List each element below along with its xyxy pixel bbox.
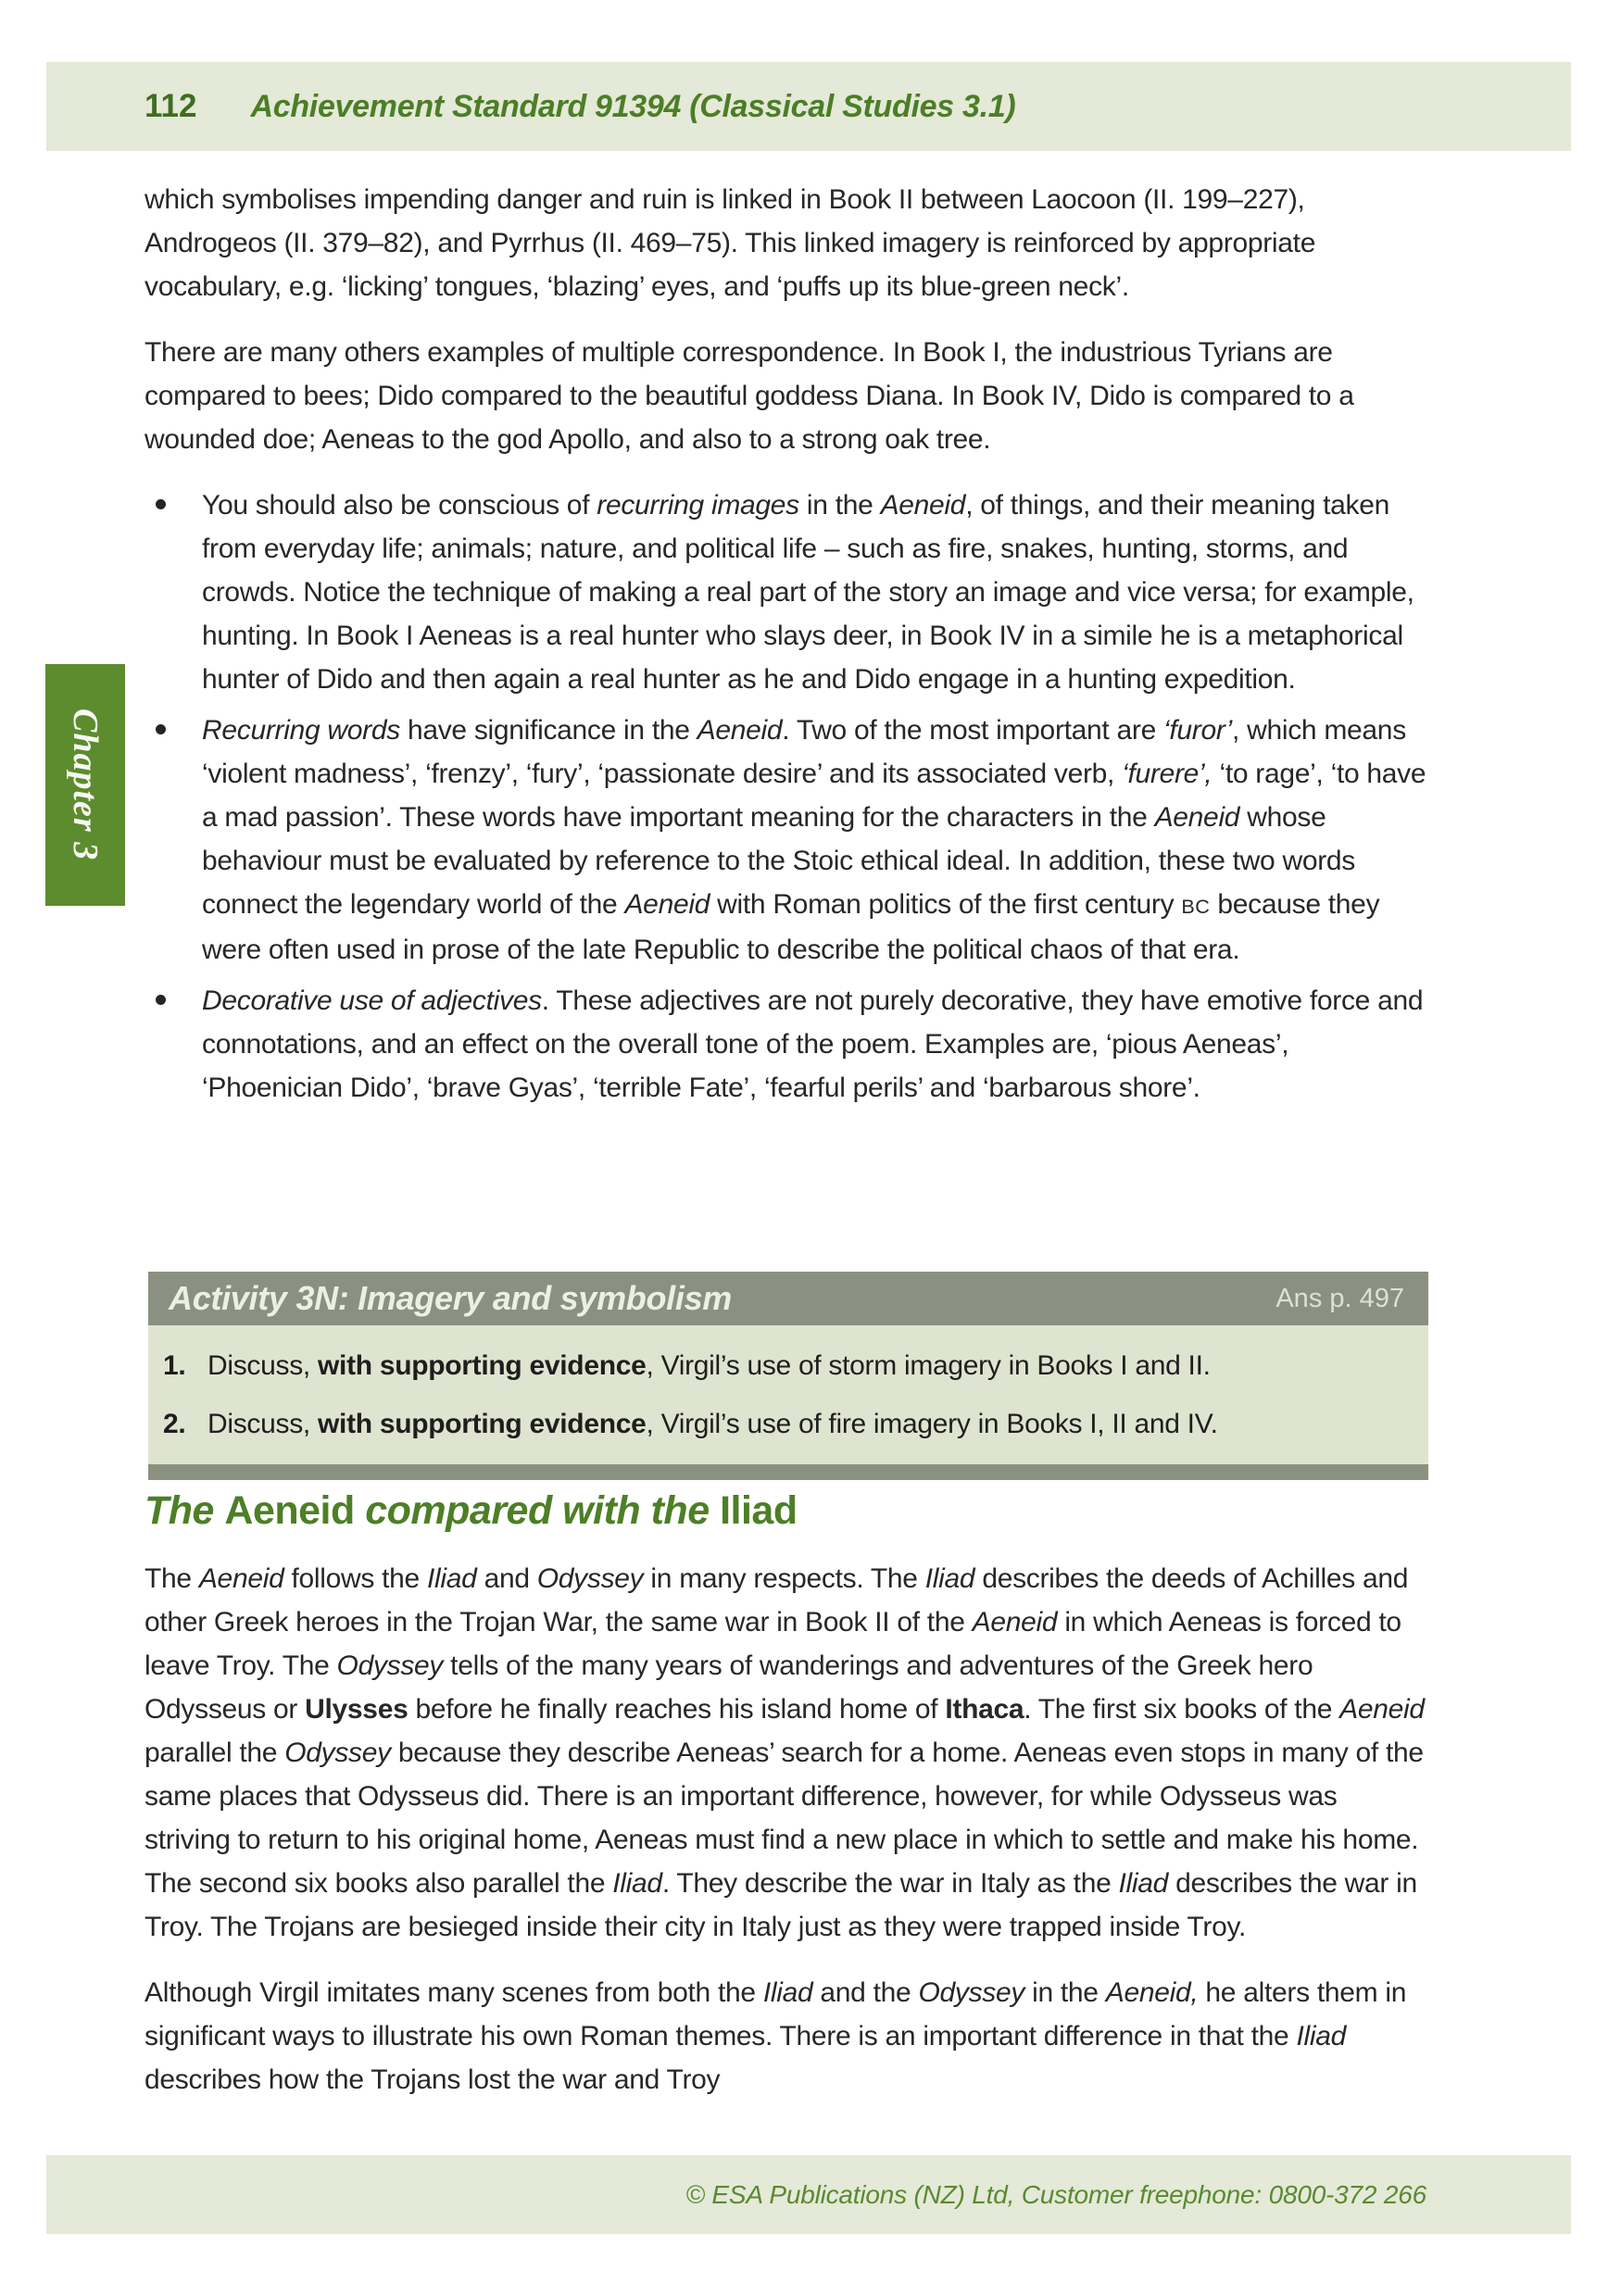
bullet-text: Decorative use of adjectives. These adjectives are not purely decorative, they have emotive force and connotations, and an effect on the overall tone of the poem. Examples are, ‘pious Aeneas’, ‘Phoenician Dido’, ‘brave Gyas’, ‘terrible Fate’, ‘fearful perils’ and ‘barbarous shore’. — [202, 985, 1424, 1103]
activity-item-text: Discuss, with supporting evidence, Virgil’s use of storm imagery in Books I and II. — [207, 1350, 1211, 1381]
paragraph: There are many others examples of multiple correspondence. In Book I, the industrious Tyrians are compared to bees; Dido compared to the beautiful goddess Diana. In Book IV, Dido is compared to a wounded doe; Aeneas to the god Apollo, and also to a strong oak tree. — [145, 337, 1354, 455]
running-header-title: Achievement Standard 91394 (Classical Studies 3.1) — [250, 88, 1016, 124]
activity-item-number: 2. — [163, 1409, 186, 1439]
bullet-text: Recurring words have significance in the Aeneid. Two of the most important are ‘furor’, which means ‘violent madness’, ‘frenzy’, ‘fury’, ‘passionate desire’ and its associated verb, ‘furere’, ‘to rage’, ‘to have a mad passion’. These words have important meaning for the characters in the Aeneid whose behaviour must be evaluated by reference to the Stoic ethical ideal. In addition, these two words connect the legendary world of the Aeneid with Roman politics of the first century BC because they were often used in prose of the late Republic to describe the political chaos of that era. — [202, 715, 1426, 965]
page-header-band — [46, 62, 1571, 151]
bullet-dot-icon — [156, 724, 166, 734]
chapter-tab — [45, 664, 125, 906]
activity-answer-reference: Ans p. 497 — [1275, 1283, 1404, 1313]
paragraph: which symbolises impending danger and ruin is linked in Book II between Laocoon (II. 199–227), Androgeos (II. 379–82), and Pyrrhus (II. 469–75). This linked imagery is reinforced by appropriate vocabulary, e.g. ‘licking’ tongues, ‘blazing’ eyes, and ‘puffs up its blue-green neck’. — [145, 184, 1316, 302]
bullet-list — [145, 483, 1426, 1110]
list-item — [145, 979, 1426, 1110]
activity-item — [163, 1402, 1406, 1446]
activity-body — [148, 1325, 1428, 1464]
activity-item-text: Discuss, with supporting evidence, Virgil’s use of fire imagery in Books I, II and IV. — [207, 1409, 1218, 1439]
activity-item — [163, 1344, 1406, 1387]
comparison-section — [145, 1489, 1426, 2124]
paragraph: The Aeneid follows the Iliad and Odyssey in many respects. The Iliad describes the deeds of Achilles and other Greek heroes in the Trojan War, the same war in Book II of the Aeneid in which Aeneas is forced to leave Troy. The Odyssey tells of the many years of wanderings and adventures of the Greek hero Odysseus or Ulysses before he finally reaches his island home of Ithaca. The first six books of the Aeneid parallel the Odyssey because they describe Aeneas’ search for a home. Aeneas even stops in many of the same places that Odysseus did. There is an important difference, however, for while Odysseus was striving to return to his original home, Aeneas must find a new place in which to settle and make his home. The second six books also parallel the Iliad. They describe the war in Italy as the Iliad describes the war in Troy. The Trojans are besieged inside their city in Italy just as they were trapped inside Troy. — [145, 1563, 1425, 1943]
list-item — [145, 709, 1426, 972]
copyright-text: © ESA Publications (NZ) Ltd, Customer freephone: 0800-372 266 — [685, 2179, 1426, 2209]
section-heading: The Aeneid compared with the Iliad — [145, 1488, 798, 1533]
bullet-dot-icon — [156, 499, 166, 509]
activity-bottom-strip — [148, 1464, 1428, 1480]
page-number: 112 — [145, 88, 197, 124]
paragraph: Although Virgil imitates many scenes from both the Iliad and the Odyssey in the Aeneid, he alters them in significant ways to illustrate his own Roman themes. There is an important difference in that the Iliad describes how the Trojans lost the war and Troy — [145, 1977, 1407, 2096]
bullet-text: You should also be conscious of recurring images in the Aeneid, of things, and their meaning taken from everyday life; animals; nature, and political life – such as fire, snakes, hunting, storms, and crowds. Notice the technique of making a real part of the story an image and vice versa; for example, hunting. In Book I Aeneas is a real hunter who slays deer, in Book IV in a simile he is a metaphorical hunter of Dido and then again a real hunter as he and Dido engage in a hunting expedition. — [202, 490, 1414, 695]
activity-title: Activity 3N: Imagery and symbolism — [169, 1279, 733, 1317]
page-footer-band — [46, 2155, 1571, 2234]
chapter-tab-label: Chapter 3 — [66, 709, 105, 861]
activity-header-bar — [148, 1272, 1428, 1325]
activity-item-number: 1. — [163, 1350, 186, 1381]
activity-box — [148, 1272, 1428, 1480]
list-item — [145, 483, 1426, 701]
body-text-column — [145, 178, 1426, 1117]
bullet-dot-icon — [156, 995, 166, 1005]
